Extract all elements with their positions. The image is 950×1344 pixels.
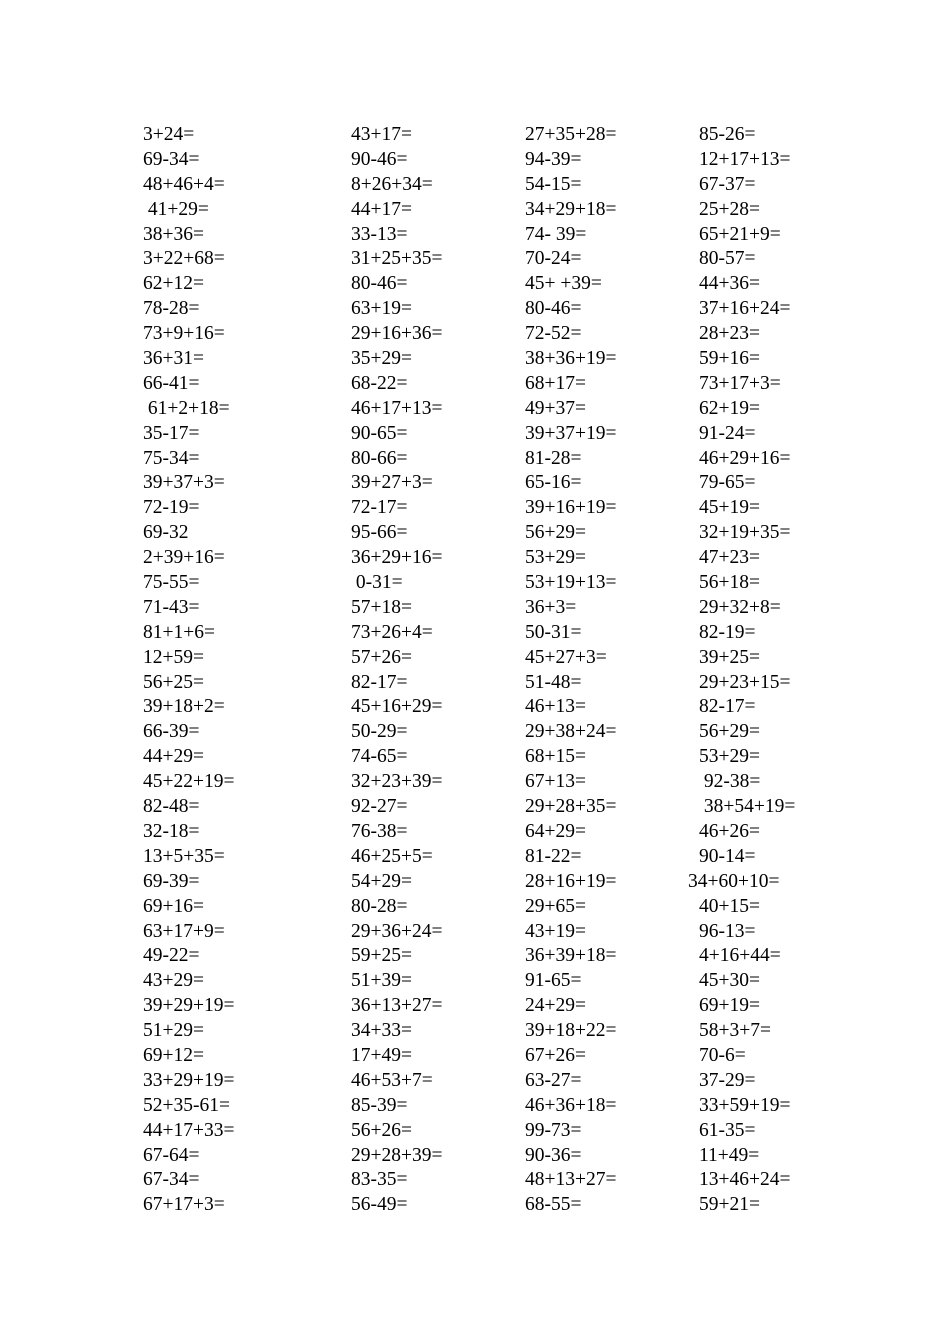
problem-column-3 — [525, 123, 725, 1218]
math-problem: 80-28= — [351, 895, 408, 917]
math-problem: 32+19+35= — [699, 522, 791, 544]
math-problem: 0-31= — [351, 572, 403, 594]
math-problem: 38+54+19= — [699, 796, 796, 818]
math-problem: 81+1+6= — [143, 621, 215, 643]
math-problem: 91-65= — [525, 970, 582, 992]
math-problem: 40+15= — [699, 895, 760, 917]
math-problem: 49-22= — [143, 945, 200, 967]
math-problem: 46+25+5= — [351, 845, 433, 867]
math-problem: 76-38= — [351, 820, 408, 842]
math-problem: 29+32+8= — [699, 596, 781, 618]
math-problem: 46+29+16= — [699, 447, 791, 469]
math-problem: 57+18= — [351, 596, 412, 618]
math-problem: 12+59= — [143, 646, 204, 668]
math-problem: 39+27+3= — [351, 472, 433, 494]
math-problem: 95-66= — [351, 522, 408, 544]
math-problem: 90-65= — [351, 422, 408, 444]
math-problem: 45+27+3= — [525, 646, 607, 668]
math-problem: 29+36+24= — [351, 920, 443, 942]
math-problem: 69-39= — [143, 870, 200, 892]
math-problem: 25+28= — [699, 198, 760, 220]
math-problem: 39+18+22= — [525, 1020, 617, 1042]
math-problem: 73+17+3= — [699, 372, 781, 394]
math-problem: 85-26= — [699, 124, 756, 145]
math-problem: 46+17+13= — [351, 397, 443, 419]
math-problem: 58+3+7= — [699, 1020, 771, 1042]
math-problem: 44+29= — [143, 746, 204, 768]
math-problem: 69+12= — [143, 1044, 204, 1066]
math-problem: 50-29= — [351, 721, 408, 743]
math-problem: 29+23+15= — [699, 671, 791, 693]
math-problem: 12+17+13= — [699, 148, 791, 170]
math-problem: 54+29= — [351, 870, 412, 892]
math-problem: 79-65= — [699, 472, 756, 494]
math-problem: 69-32 — [143, 522, 189, 544]
math-problem: 61+2+18= — [143, 397, 230, 419]
math-problem: 51-48= — [525, 671, 582, 693]
math-problem: 69+16= — [143, 895, 204, 917]
math-problem: 32-18= — [143, 820, 200, 842]
math-problem: 8+26+34= — [351, 173, 433, 195]
math-problem: 54-15= — [525, 173, 582, 195]
math-problem: 46+26= — [699, 820, 760, 842]
math-problem: 41+29= — [143, 198, 209, 220]
math-problem: 61-35= — [699, 1119, 756, 1141]
math-problem: 80-57= — [699, 248, 756, 270]
math-problem: 68+15= — [525, 746, 586, 768]
math-problem: 71-43= — [143, 596, 200, 618]
math-problem: 69+19= — [699, 995, 760, 1017]
math-problem: 90-36= — [525, 1144, 582, 1166]
math-problem: 36+39+18= — [525, 945, 617, 967]
math-problem: 66-39= — [143, 721, 200, 743]
math-problem: 46+13= — [525, 696, 586, 718]
math-problem: 29+65= — [525, 895, 586, 917]
math-problem: 81-22= — [525, 845, 582, 867]
math-problem: 82-17= — [351, 671, 408, 693]
math-problem: 27+35+28= — [525, 124, 617, 145]
math-problem: 75-55= — [143, 572, 200, 594]
math-problem: 65-16= — [525, 472, 582, 494]
math-problem: 36+31= — [143, 348, 204, 370]
math-problem: 51+39= — [351, 970, 412, 992]
math-problem: 66-41= — [143, 372, 200, 394]
math-problem: 52+35-61= — [143, 1094, 230, 1116]
math-problem: 68+17= — [525, 372, 586, 394]
math-problem: 63-27= — [525, 1069, 582, 1091]
problem-column-2 — [351, 123, 551, 1218]
math-problem: 45+ +39= — [525, 273, 602, 295]
math-problem: 83-35= — [351, 1169, 408, 1191]
math-problem: 46+53+7= — [351, 1069, 433, 1091]
math-problem: 35-17= — [143, 422, 200, 444]
math-problem: 68-55= — [525, 1194, 582, 1216]
math-problem: 44+36= — [699, 273, 760, 295]
math-problem: 92-38= — [699, 771, 761, 793]
problem-column-4 — [688, 123, 899, 1218]
math-problem: 67-34= — [143, 1169, 200, 1191]
math-problem: 29+28+39= — [351, 1144, 443, 1166]
math-problem: 65+21+9= — [699, 223, 781, 245]
math-problem: 3+24= — [143, 124, 195, 145]
math-problem: 31+25+35= — [351, 248, 443, 270]
math-problem: 80-66= — [351, 447, 408, 469]
math-problem: 59+21= — [699, 1194, 760, 1216]
math-problem: 4+16+44= — [699, 945, 781, 967]
math-problem: 24+29= — [525, 995, 586, 1017]
math-problem: 56+29= — [699, 721, 760, 743]
math-problem: 80-46= — [351, 273, 408, 295]
math-problem: 39+37+3= — [143, 472, 225, 494]
math-problem: 50-31= — [525, 621, 582, 643]
math-problem: 36+13+27= — [351, 995, 443, 1017]
math-problem: 80-46= — [525, 298, 582, 320]
math-problem: 48+13+27= — [525, 1169, 617, 1191]
math-problem: 51+29= — [143, 1020, 204, 1042]
problem-column-1 — [143, 123, 343, 1218]
math-problem: 67-64= — [143, 1144, 200, 1166]
math-problem: 63+19= — [351, 298, 412, 320]
math-problem: 75-34= — [143, 447, 200, 469]
math-problem: 74-65= — [351, 746, 408, 768]
math-problem: 28+16+19= — [525, 870, 617, 892]
math-problem: 69-34= — [143, 148, 200, 170]
math-problem: 90-46= — [351, 148, 408, 170]
math-problem: 57+26= — [351, 646, 412, 668]
math-problem: 68-22= — [351, 372, 408, 394]
math-problem: 39+37+19= — [525, 422, 617, 444]
math-problem: 17+49= — [351, 1044, 412, 1066]
math-problem: 38+36+19= — [525, 348, 617, 370]
math-problem: 39+16+19= — [525, 497, 617, 519]
math-problem: 90-14= — [699, 845, 756, 867]
math-problem: 70-6= — [699, 1044, 746, 1066]
math-problem: 45+22+19= — [143, 771, 235, 793]
math-problem: 53+19+13= — [525, 572, 617, 594]
math-problem: 72-17= — [351, 497, 408, 519]
math-problem: 34+60+10= — [688, 870, 780, 892]
math-problem: 82-17= — [699, 696, 756, 718]
math-problem: 94-39= — [525, 148, 582, 170]
math-problem: 59+16= — [699, 348, 760, 370]
math-problem: 59+25= — [351, 945, 412, 967]
math-problem: 96-13= — [699, 920, 756, 942]
math-problem: 45+19= — [699, 497, 760, 519]
math-problem: 36+29+16= — [351, 547, 443, 569]
math-problem: 37+16+24= — [699, 298, 791, 320]
math-problem: 48+46+4= — [143, 173, 225, 195]
math-problem: 29+38+24= — [525, 721, 617, 743]
math-problem: 44+17+33= — [143, 1119, 235, 1141]
math-problem: 13+5+35= — [143, 845, 225, 867]
math-problem: 82-48= — [143, 796, 200, 818]
math-problem: 56+29= — [525, 522, 586, 544]
math-problem: 53+29= — [525, 547, 586, 569]
math-problem: 39+29+19= — [143, 995, 235, 1017]
math-problem: 70-24= — [525, 248, 582, 270]
math-problem: 45+16+29= — [351, 696, 443, 718]
math-problem: 33+59+19= — [699, 1094, 791, 1116]
math-problem: 67+17+3= — [143, 1194, 225, 1216]
math-problem: 35+29= — [351, 348, 412, 370]
math-problem: 36+3= — [525, 596, 577, 618]
math-problem: 56-49= — [351, 1194, 408, 1216]
math-problem: 47+23= — [699, 547, 760, 569]
math-problem: 45+30= — [699, 970, 760, 992]
math-problem: 74- 39= — [525, 223, 587, 245]
math-problem: 28+23= — [699, 323, 760, 345]
math-problem: 34+29+18= — [525, 198, 617, 220]
math-problem: 46+36+18= — [525, 1094, 617, 1116]
math-problem: 39+18+2= — [143, 696, 225, 718]
math-problem: 62+12= — [143, 273, 204, 295]
math-problem: 37-29= — [699, 1069, 756, 1091]
math-problem: 33-13= — [351, 223, 408, 245]
math-problem: 39+25= — [699, 646, 760, 668]
math-problem: 81-28= — [525, 447, 582, 469]
math-problem: 3+22+68= — [143, 248, 225, 270]
math-problem: 82-19= — [699, 621, 756, 643]
math-problem: 34+33= — [351, 1020, 412, 1042]
math-problem: 38+36= — [143, 223, 204, 245]
math-problem: 78-28= — [143, 298, 200, 320]
math-problem: 99-73= — [525, 1119, 582, 1141]
math-problem: 72-19= — [143, 497, 200, 519]
math-problem: 56+26= — [351, 1119, 412, 1141]
math-problem: 67+13= — [525, 771, 586, 793]
math-problem: 43+29= — [143, 970, 204, 992]
math-problem: 73+9+16= — [143, 323, 225, 345]
math-problem: 32+23+39= — [351, 771, 443, 793]
math-problem: 29+16+36= — [351, 323, 443, 345]
math-problem: 43+19= — [525, 920, 586, 942]
math-problem: 62+19= — [699, 397, 760, 419]
math-problem: 64+29= — [525, 820, 586, 842]
math-problem: 33+29+19= — [143, 1069, 235, 1091]
math-problem: 13+46+24= — [699, 1169, 791, 1191]
math-problem: 63+17+9= — [143, 920, 225, 942]
math-problem: 73+26+4= — [351, 621, 433, 643]
math-problem: 49+37= — [525, 397, 586, 419]
math-problem: 85-39= — [351, 1094, 408, 1116]
math-problem: 72-52= — [525, 323, 582, 345]
math-problem: 29+28+35= — [525, 796, 617, 818]
math-problem: 53+29= — [699, 746, 760, 768]
math-problem: 67-37= — [699, 173, 756, 195]
math-problem: 67+26= — [525, 1044, 586, 1066]
math-problem: 2+39+16= — [143, 547, 225, 569]
math-problem: 43+17= — [351, 124, 412, 145]
math-problem: 92-27= — [351, 796, 408, 818]
math-problem: 44+17= — [351, 198, 412, 220]
math-problem: 91-24= — [699, 422, 756, 444]
math-problem: 56+18= — [699, 572, 760, 594]
math-problem: 56+25= — [143, 671, 204, 693]
math-problem: 11+49= — [699, 1144, 760, 1166]
